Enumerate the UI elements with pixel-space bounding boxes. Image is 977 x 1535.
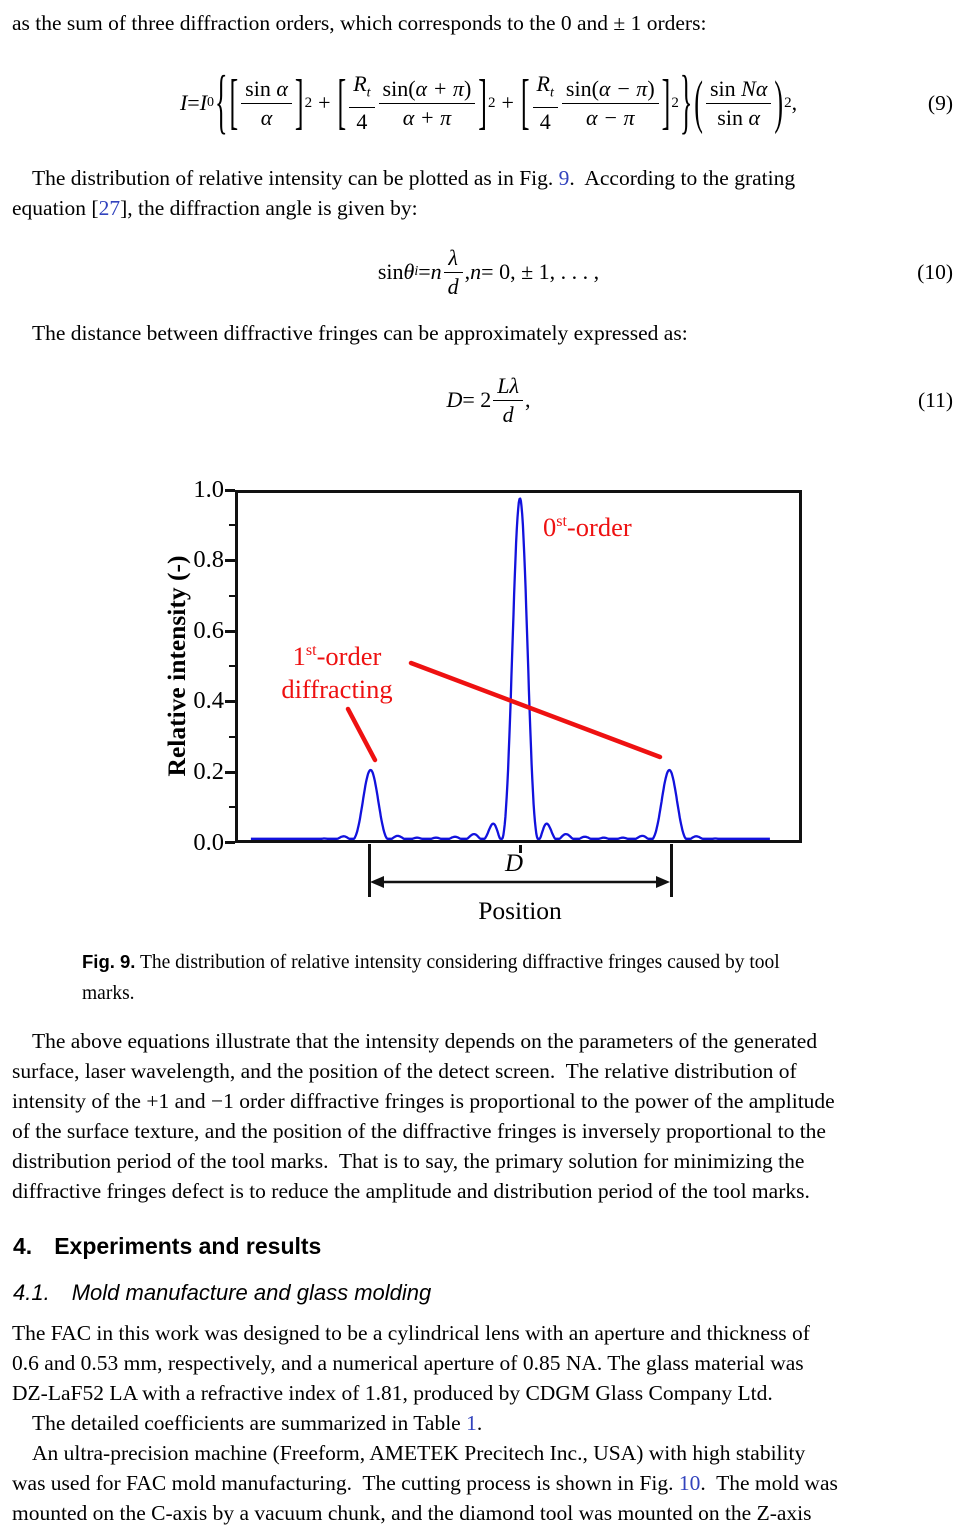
body-text-line: 0.6 and 0.53 mm, respectively, and a numerical aperture of 0.85 NA. The glass material was [12,1351,804,1375]
paragraph-discussion [12,1026,835,1206]
zero-order-label: 0st-order [543,511,632,542]
y-tick-label: 0.6 [193,617,224,644]
math-fn: sin [377,259,404,284]
math-sup: 2 [304,94,313,111]
body-text-line: of the surface texture, and the position of the diffractive fringes is inversely proportional to the [12,1119,826,1143]
y-major-tick [225,700,235,703]
math-var: n [430,259,442,284]
y-tick-label: 0.4 [193,687,224,714]
math-sup: 2 [487,94,496,111]
math-op: = [187,90,200,115]
y-tick-label: 0.2 [193,758,224,785]
math-op: + [318,90,331,115]
math-sub: i [414,264,419,279]
caption-label: Fig. 9. [82,951,136,972]
math-op: = [418,259,431,284]
math-op: = 2 [462,387,492,412]
body-text-line: The distribution of relative intensity can be plotted as in Fig. 9. According to the grating [32,166,796,190]
subsection-heading: 4.1. Mold manufacture and glass molding [13,1280,432,1305]
math-fraction: $\frac{\sin(\alpha - \pi)}{\alpha - \pi}$ [562,77,659,130]
equation-10 [0,232,977,312]
annotation-line-to-right-peak [411,663,660,757]
y-major-tick [225,841,235,844]
first-order-label: 1st-order diffracting [281,640,393,704]
fig9-reference-link[interactable]: 9 [558,166,570,190]
math-var: n [470,259,482,284]
equation-number: (9) [927,90,953,115]
body-text-line: surface, laser wavelength, and the position of the detect screen. The relative distribution of [12,1059,797,1083]
math-fraction: $\frac{R_t}{4}$ [533,72,558,134]
y-tick-label: 1.0 [193,476,224,503]
math-fraction: $\frac{\sin(\alpha + \pi)}{\alpha + \pi}$ [379,77,476,130]
equation-11 [0,360,977,440]
equation-number: (11) [917,387,953,412]
body-text-line: The detailed coefficients are summarized in Table 1. [32,1411,483,1435]
body-text-line: distribution period of the tool marks. That is to say, the primary solution for minimizing the [12,1149,805,1173]
body-text-line: as the sum of three diffraction orders, which corresponds to the 0 and ± 1 orders: [12,11,707,35]
y-tick-label: 0.8 [193,546,224,573]
y-major-tick [225,630,235,633]
body-text-line: mounted on the C-axis by a vacuum chunk, and the diamond tool was mounted on the Z-axis [12,1501,812,1525]
table1-reference-link[interactable]: 1 [466,1411,477,1435]
body-text-line: was used for FAC mold manufacturing. The cutting process is shown in Fig. 10. The mold was [12,1471,838,1495]
math-fraction: $\frac{\lambda}{d}$ [444,246,463,299]
section-heading: 4. Experiments and results [13,1233,322,1259]
body-text-line: The distance between diffractive fringes can be approximately expressed as: [32,321,688,345]
body-text-line: The FAC in this work was designed to be a cylindrical lens with an aperture and thickness of [12,1321,810,1345]
math-fraction: $\frac{L\lambda}{d}$ [493,374,523,427]
y-axis-title: Relative intensity (-) [162,555,191,777]
math-fraction: $\frac{\text{sin α}}{\alpha}$ [241,77,292,130]
equation-9: I = I 0 { [ $\frac{\text{sin α}}{\alpha}$ ] 2 + [ $\frac{R_t}{4}$ $\frac{\sin(\alpha + \pi)}{\alpha + \pi}$ ] 2 + [ $\frac{R_t}{4}$ $\frac{\sin(\alpha - \pi)}{\alpha - \pi}$ ] 2 } ( $\frac{\text{sin Nα}}{\text{sin α}}$ ) 2 , (9) [179,61,953,142]
math-var: I [179,90,188,115]
body-text-line: diffractive fringes defect is to reduce the amplitude and distribution period of the tool marks. [12,1179,810,1203]
d-label: D [505,850,524,877]
figure-caption: Fig. 9. The distribution of relative intensity considering diffractive fringes caused by tool marks. [82,951,780,1004]
math-sup: 2 [784,94,792,111]
math-var: I [199,90,208,115]
math-fraction: $\frac{\text{sin Nα}}{\text{sin α}}$ [706,77,771,130]
body-text-line: intensity of the +1 and −1 order diffractive fringes is proportional to the power of the amplitude [12,1089,835,1113]
math-punct: , [791,90,798,115]
math-punct: , [464,259,471,284]
fig10-reference-link[interactable]: 10 [678,1471,701,1495]
math-sub: 0 [207,95,215,110]
body-text-line: The above equations illustrate that the intensity depends on the parameters of the generated [32,1029,818,1053]
y-major-tick [225,559,235,562]
y-major-tick [225,771,235,774]
math-fraction: $\frac{R_t}{4}$ [349,72,374,134]
math-var: D [446,387,463,412]
paragraph-fac-design [12,1318,838,1528]
equation-number: (10) [917,259,953,284]
y-tick-label: 0.0 [193,829,224,856]
body-text-line: DZ-LaF52 LA with a refractive index of 1.81, produced by CDGM Glass Company Ltd. [12,1381,773,1405]
body-text-line: equation [27], the diffraction angle is given by: [12,196,418,220]
math-var: θ [403,259,415,284]
math-sup: 2 [671,94,679,111]
annotation-line-to-left-peak [348,709,375,760]
y-major-tick [225,489,235,492]
paragraph-distance [12,318,688,348]
citation-27-link[interactable]: 27 [98,196,121,220]
paragraph-fig9-ref [12,163,795,223]
body-text-line: An ultra-precision machine (Freeform, AMETEK Precitech Inc., USA) with high stability [32,1441,806,1465]
math-punct: , [525,387,531,412]
x-axis-title: Position [478,896,562,925]
paragraph-intro [12,8,706,38]
math-op: + [501,90,514,115]
math-text: = 0, ± 1, . . . , [481,259,600,284]
